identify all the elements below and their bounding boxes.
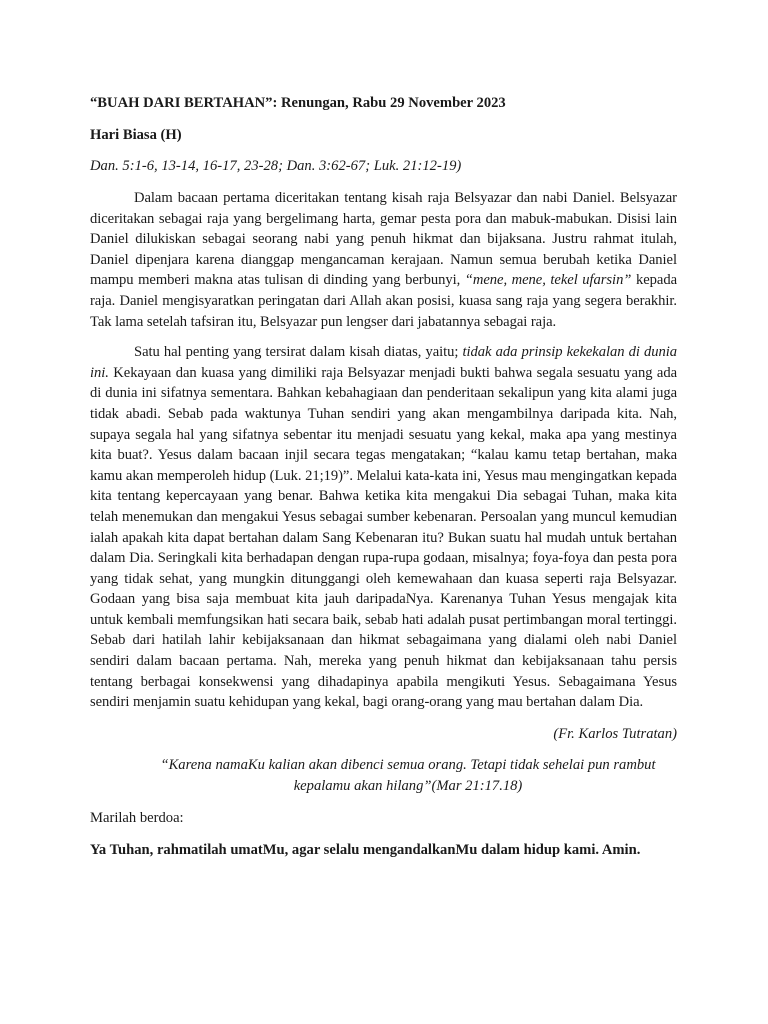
paragraph-2-italic: tidak ada prinsip kekekalan di dunia ini. bbox=[90, 344, 677, 381]
prayer-text: Ya Tuhan, rahmatilah umatMu, agar selalu mengandalkanMu dalam hidup kami. Amin. bbox=[90, 841, 641, 858]
prayer-intro: Marilah berdoa: bbox=[90, 809, 184, 826]
paragraph-2-text-b: Kekayaan dan kuasa yang dimiliki raja Belsyazar menjadi bukti bahwa segala sesuatu yang ada di dunia ini sifatnya sementara. Bahkan kebahagiaan dan penderitaan sekalipun yang kita alami juga tidak abadi. Sebab pada waktunya Tuhan sendiri yang akan mengambilnya daripada kita. Nah, supaya segala hal yang sifatnya sebentar itu menjadi sesuatu yang kekal, maka apa yang mestinya kita buat?. Yesus dalam bacaan injil secara tegas mengatakan; “kalau kamu tetap bertahan, maka kamu akan memperoleh hidup (Luk. 21;19)”. Melalui kata-kata ini, Yesus mau mengingatkan kepada kita tentang kepercayaan yang benar. Bahwa ketika kita mengakui Dia sebagai Tuhan, maka kita telah menemukan dan mengakui Yesus sebagai sumber kebenaran. Persoalan yang muncul kemudian ialah apakah kita dapat bertahan dalam Sang Kebenaran itu? Bukan suatu hal mudah untuk bertahan dalam Dia. Seringkali kita berhadapan dengan rupa-rupa godaan, misalnya; foya-foya dan pesta pora yang tidak sehat, yang mungkin ditunggangi oleh kemewahaan dan kuasa seperti raja Belsyazar. Godaan yang bisa saja membuat kita jauh daripadaNya. Karenanya Tuhan Yesus mengajak kita untuk kembali memfungsikan hati secara baik, sebab hati adalah pusat pertimbangan moral tertinggi. Sebab dari hatilah lahir kebijaksanaan dan hikmat sebagaimana yang dialami oleh nabi Daniel sendiri dalam bacaan pertama. Nah, mereka yang penuh hikmat dan kebijaksanaan tahu persis tentang berbagai konsekwensi yang dihadapinya apabila mengikuti Yesus. Sebagaimana Yesus sendiri menjamin suatu kehidupan yang kekal, bagi orang-orang yang mau bertahan dalam Dia. bbox=[90, 364, 677, 711]
paragraph-1-italic: “mene, mene, tekel ufarsin” bbox=[464, 272, 632, 289]
paragraph-2 bbox=[90, 342, 677, 713]
document-page bbox=[90, 93, 677, 860]
document-title: “BUAH DARI BERTAHAN”: Renungan, Rabu 29 November 2023 bbox=[90, 95, 506, 111]
scripture-readings: Dan. 5:1-6, 13-14, 16-17, 23-28; Dan. 3:62-67; Luk. 21:12-19) bbox=[90, 158, 462, 174]
author-signature: (Fr. Karlos Tutratan) bbox=[553, 725, 677, 742]
paragraph-1 bbox=[90, 188, 677, 332]
paragraph-2-text-a: Satu hal penting yang tersirat dalam kisah diatas, yaitu; bbox=[134, 344, 463, 361]
paragraph-1-text-b: kepada raja. Daniel mengisyaratkan peringatan dari Allah akan posisi, kuasa sang raja yang segera berakhir. Tak lama setelah tafsiran itu, Belsyazar pun lengser dari jabatannya sebagai raja. bbox=[90, 272, 678, 330]
scripture-quote: “Karena namaKu kalian akan dibenci semua orang. Tetapi tidak sehelai pun rambut kepalamu akan hilang”(Mar 21:17.18) bbox=[160, 756, 656, 794]
document-subtitle: Hari Biasa (H) bbox=[90, 127, 182, 143]
paragraph-1-text-a: Dalam bacaan pertama diceritakan tentang kisah raja Belsyazar dan nabi Daniel. Belsyazar diceritakan sebagai raja yang bergelimang harta, gemar pesta pora dan mabuk-mabukan. Disisi lain Daniel dilukiskan sebagai seorang nabi yang penuh hikmat dan bijaksana. Justru rahmat itulah, Daniel dipenjara karena dianggap mengancaman kerajaan. Namun semua berubah ketika Daniel mampu memberi makna atas tulisan di dinding yang berbunyi, bbox=[90, 190, 677, 289]
